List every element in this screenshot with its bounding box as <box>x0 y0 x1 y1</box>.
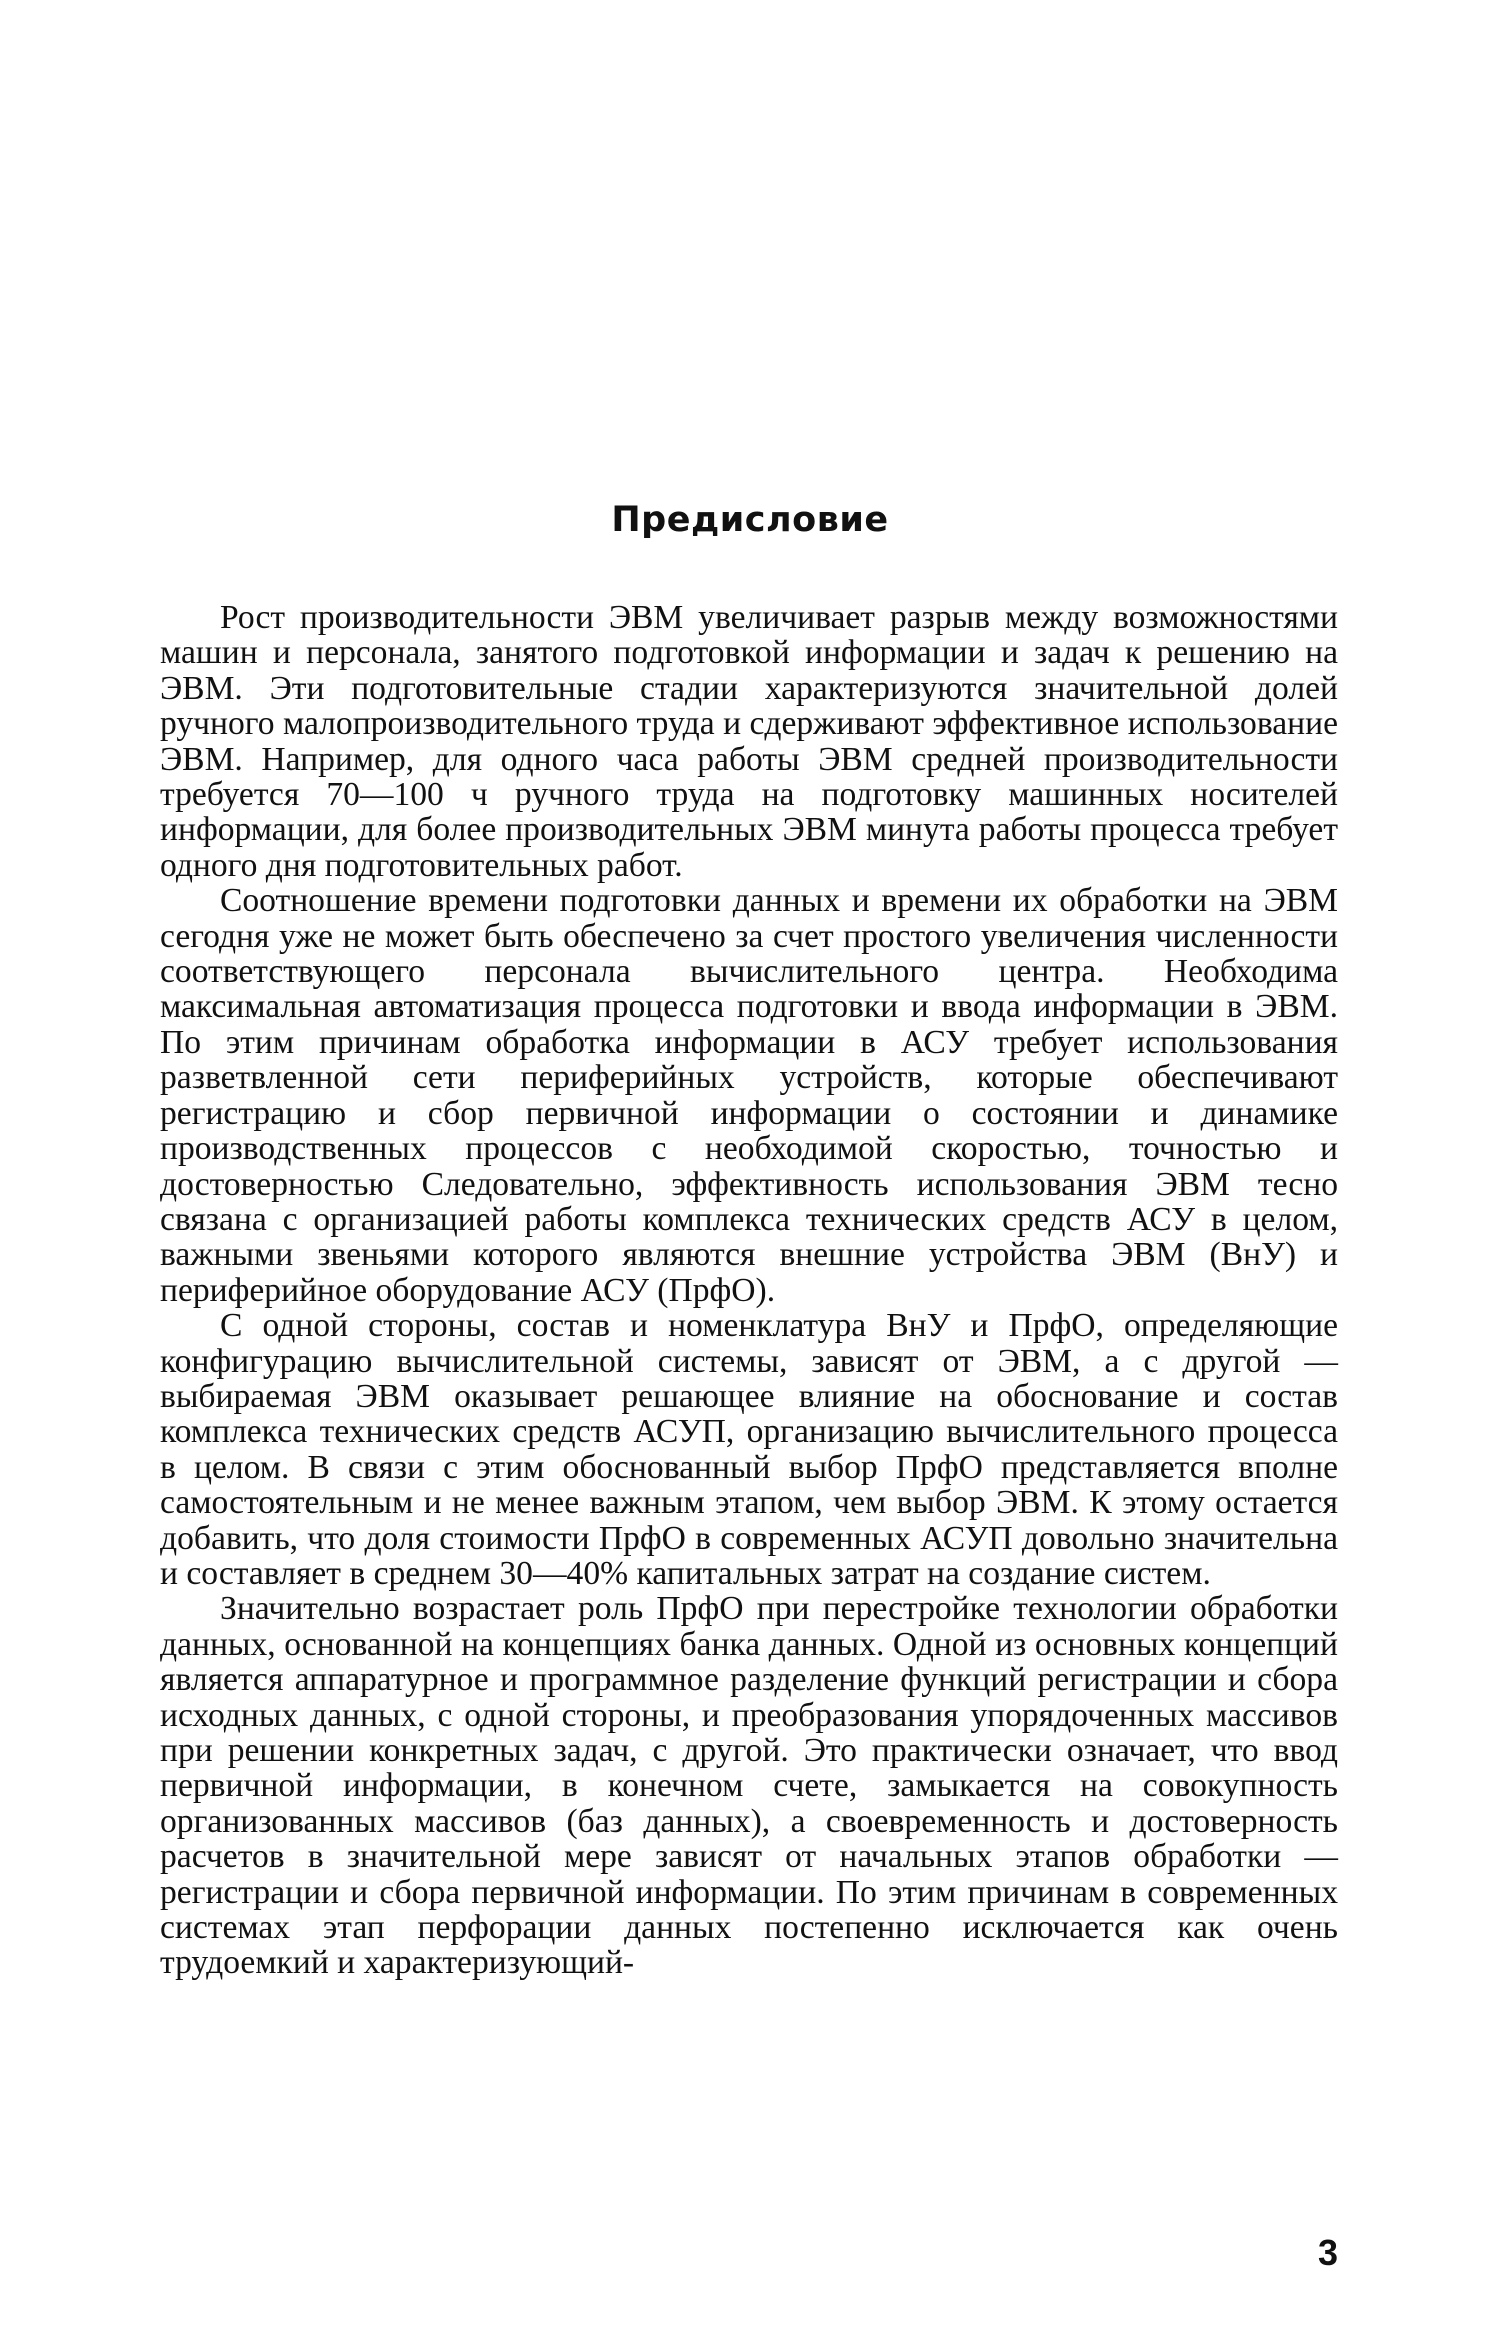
paragraph: Значительно возрастает роль ПрфО при перестройке технологии обработки данных, основанной на концепциях банка данных. Одной из основных концепций является аппаратурное и программное разделение функций регистрации и сбора исходных данных, с одной стороны, и преобразования упорядоченных массивов при решении конкретных задач, с другой. Это практически означает, что ввод первичной информации, в конечном счете, замыкается на совокупность организованных массивов (баз данных), а своевременность и достоверность расчетов в значительной мере зависят от начальных этапов обработки — регистрации и сбора первичной информации. По этим причинам в современных системах этап перфорации данных постепенно исключается как очень трудоемкий и характеризующий- <box>160 1590 1338 1982</box>
page-title: Предисловие <box>611 500 889 540</box>
page-number: 3 <box>1317 2232 1338 2273</box>
paragraph: Соотношение времени подготовки данных и времени их обработки на ЭВМ сегодня уже не может быть обеспечено за счет простого увеличения численности соответствующего персонала вычислительного центра. Необходима максимальная автоматизация процесса подготовки и ввода информации в ЭВМ. По этим причинам обработка информации в АСУ требует использования разветвленной сети периферийных устройств, которые обеспечивают регистрацию и сбор первичной информации о состоянии и динамике производственных процессов с необходимой скоростью, точностью и достоверностью Следовательно, эффективность использования ЭВМ тесно связана с организацией работы комплекса технических средств АСУ в целом, важными звеньями которого являются внешние устройства ЭВМ (ВнУ) и периферийное оборудование АСУ (ПрфО). <box>160 882 1338 1309</box>
paragraph: Рост производительности ЭВМ увеличивает разрыв между возможностями машин и персонала, занятого подготовкой информации и задач к решению на ЭВМ. Эти подготовительные стадии характеризуются значительной долей ручного малопроизводительного труда и сдерживают эффективное использование ЭВМ. Например, для одного часа работы ЭВМ средней производительности требуется 70—100 ч ручного труда на подготовку машинных носителей информации, для более производительных ЭВМ минута работы процесса требует одного дня подготовительных работ. <box>160 599 1338 884</box>
paragraph: С одной стороны, состав и номенклатура ВнУ и ПрфО, определяющие конфигурацию вычислительной системы, зависят от ЭВМ, а с другой — выбираемая ЭВМ оказывает решающее влияние на обоснование и состав комплекса технических средств АСУП, организацию вычислительного процесса в целом. В связи с этим обоснованный выбор ПрфО представляется вполне самостоятельным и не менее важным этапом, чем выбор ЭВМ. К этому остается добавить, что доля стоимости ПрфО в современных АСУП довольно значительна и составляет в среднем 30—40% капитальных затрат на создание систем. <box>160 1307 1338 1592</box>
body-text <box>160 600 1338 1981</box>
